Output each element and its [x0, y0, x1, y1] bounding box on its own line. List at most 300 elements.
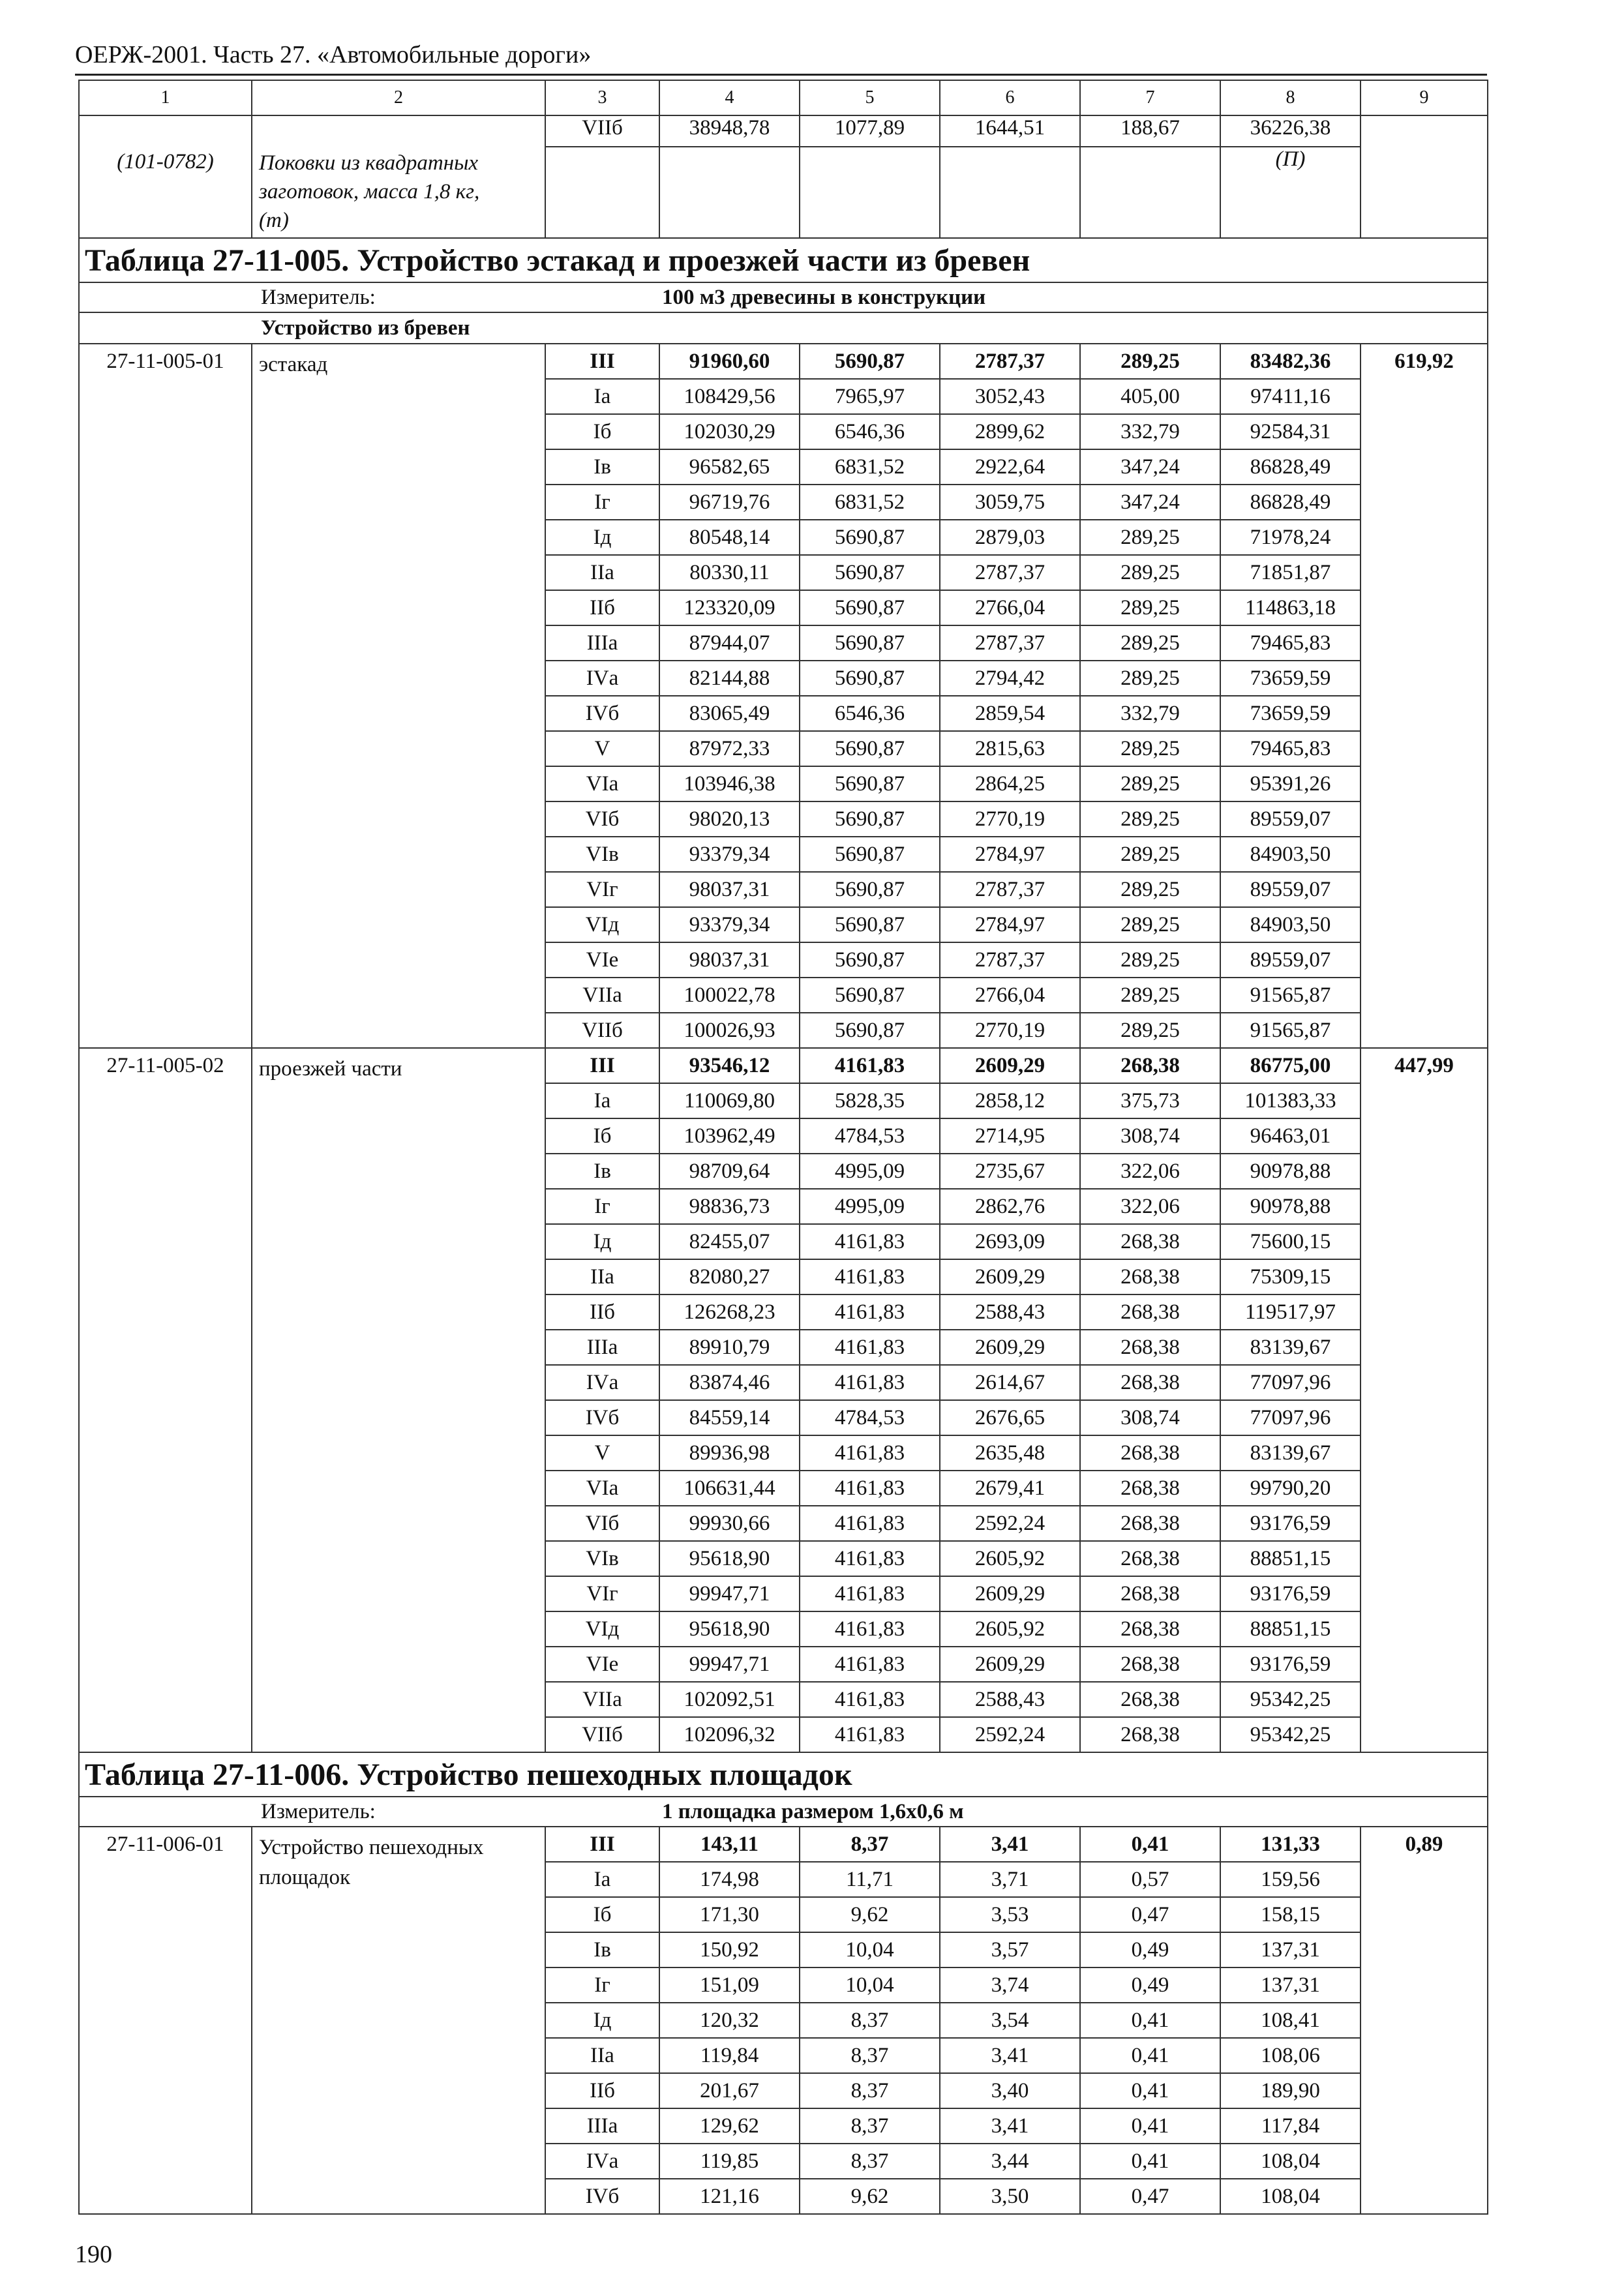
col-header-7: 7: [1080, 80, 1220, 115]
material-name-line-1: Поковки из квадратных: [259, 151, 479, 175]
value-col-8: 90978,88: [1220, 1189, 1361, 1224]
value-col-6: 3,44: [940, 2144, 1080, 2179]
item-name: [252, 1827, 545, 2214]
value-col-4: 100022,78: [659, 978, 800, 1013]
value-col-8: 117,84: [1220, 2108, 1361, 2144]
class-cell: IIа: [545, 555, 659, 590]
value-col-7: 268,38: [1080, 1541, 1220, 1576]
value-col-8: 84903,50: [1220, 837, 1361, 872]
value-col-5: 5690,87: [800, 625, 940, 661]
value-col-8: 88851,15: [1220, 1611, 1361, 1647]
value-col-7: 405,00: [1080, 379, 1220, 414]
class-cell: Iд: [545, 1224, 659, 1259]
page-number: 190: [75, 2241, 112, 2268]
value-col-5: 6546,36: [800, 696, 940, 731]
class-cell: VIг: [545, 872, 659, 907]
value-col-7: 268,38: [1080, 1647, 1220, 1682]
carry-row: [79, 115, 1488, 147]
table-title: Таблица 27-11-005. Устройство эстакад и проезжей части из бревен: [79, 238, 1488, 282]
table-row: [79, 344, 1488, 379]
class-cell: VIIа: [545, 978, 659, 1013]
item-name-line: площадок: [259, 1866, 351, 1889]
class-cell: VIе: [545, 942, 659, 978]
value-col-4: 87944,07: [659, 625, 800, 661]
value-col-5: 5690,87: [800, 978, 940, 1013]
table-title-row: [79, 1752, 1488, 1797]
value-col-5: 4161,83: [800, 1506, 940, 1541]
value-col-8: 108,04: [1220, 2144, 1361, 2179]
material-code-cell: [79, 115, 252, 238]
value-col-8: 93176,59: [1220, 1506, 1361, 1541]
value-col-6: 2609,29: [940, 1330, 1080, 1365]
col-header-6: 6: [940, 80, 1080, 115]
class-cell: IIа: [545, 1259, 659, 1294]
value-col-8: 95342,25: [1220, 1717, 1361, 1752]
value-col-8: 89559,07: [1220, 942, 1361, 978]
value-col-4: 108429,56: [659, 379, 800, 414]
value-col-6: 2635,48: [940, 1435, 1080, 1471]
value-col-8: 71978,24: [1220, 520, 1361, 555]
value-col-7: 268,38: [1080, 1506, 1220, 1541]
value-col-7: 289,25: [1080, 1013, 1220, 1048]
value-col-6: 2787,37: [940, 872, 1080, 907]
value-col-5: 9,62: [800, 1897, 940, 1932]
value-col-6: 2592,24: [940, 1506, 1080, 1541]
material-note: (П): [1220, 147, 1361, 238]
value-col-8: 95342,25: [1220, 1682, 1361, 1717]
value-col-8: 75600,15: [1220, 1224, 1361, 1259]
value-col-6: 2879,03: [940, 520, 1080, 555]
value-col-6: 2815,63: [940, 731, 1080, 766]
measure-row: [79, 1797, 1488, 1827]
section-row: [79, 312, 1488, 344]
value-col-6: 2588,43: [940, 1294, 1080, 1330]
class-cell: V: [545, 731, 659, 766]
class-cell: Iд: [545, 2003, 659, 2038]
value-col-6: 2609,29: [940, 1647, 1080, 1682]
value-col-4: 103946,38: [659, 766, 800, 801]
value-col-5: 4995,09: [800, 1189, 940, 1224]
class-cell: VIв: [545, 1541, 659, 1576]
value-col-8: 95391,26: [1220, 766, 1361, 801]
value-col-5: 11,71: [800, 1862, 940, 1897]
value-col-8: 84903,50: [1220, 907, 1361, 942]
value-col-8: 114863,18: [1220, 590, 1361, 625]
value-col-7: 289,25: [1080, 520, 1220, 555]
class-cell: Iг: [545, 485, 659, 520]
value-col-8: 90978,88: [1220, 1154, 1361, 1189]
value-col-8: 89559,07: [1220, 872, 1361, 907]
value-col-8: 75309,15: [1220, 1259, 1361, 1294]
value-col-4: 121,16: [659, 2179, 800, 2214]
value-col-4: 96582,65: [659, 449, 800, 485]
value-col-8: 83139,67: [1220, 1435, 1361, 1471]
page-header: ОЕРЖ-2001. Часть 27. «Автомобильные дороги»: [75, 41, 592, 68]
value-col-6: 2766,04: [940, 978, 1080, 1013]
value-col-4: 80330,11: [659, 555, 800, 590]
value-col-7: 289,25: [1080, 766, 1220, 801]
value-col-8: 91565,87: [1220, 1013, 1361, 1048]
value-col-7: 347,24: [1080, 449, 1220, 485]
value-col-5: 5690,87: [800, 555, 940, 590]
value-col-6: 2858,12: [940, 1083, 1080, 1118]
value-col-4: 103962,49: [659, 1118, 800, 1154]
value-col-8: 137,31: [1220, 1932, 1361, 1967]
value-col-7: 0,47: [1080, 2179, 1220, 2214]
value-col-8: 131,33: [1220, 1827, 1361, 1862]
value-col-4: 99947,71: [659, 1576, 800, 1611]
material-name-line-2: заготовок, масса 1,8 кг,: [259, 180, 480, 203]
carry-empty-4: [659, 147, 800, 238]
value-col-6: 3,41: [940, 2108, 1080, 2144]
value-col-6: 2864,25: [940, 766, 1080, 801]
table-row: [79, 1048, 1488, 1083]
table-row: [79, 1827, 1488, 1862]
value-col-5: 6546,36: [800, 414, 940, 449]
class-cell: VIг: [545, 1576, 659, 1611]
value-col-8: 83139,67: [1220, 1330, 1361, 1365]
value-col-7: 289,25: [1080, 942, 1220, 978]
value-col-4: 80548,14: [659, 520, 800, 555]
value-col-5: 8,37: [800, 1827, 940, 1862]
value-col-8: 79465,83: [1220, 731, 1361, 766]
value-col-8: 71851,87: [1220, 555, 1361, 590]
value-col-6: 3,41: [940, 2038, 1080, 2073]
col-header-2: 2: [252, 80, 545, 115]
value-col-7: 0,57: [1080, 1862, 1220, 1897]
value-col-5: 5690,87: [800, 520, 940, 555]
value-col-4: 126268,23: [659, 1294, 800, 1330]
value-col-4: 82455,07: [659, 1224, 800, 1259]
value-col-6: 2609,29: [940, 1259, 1080, 1294]
value-col-8: 88851,15: [1220, 1541, 1361, 1576]
value-col-7: 268,38: [1080, 1294, 1220, 1330]
value-col-8: 99790,20: [1220, 1471, 1361, 1506]
class-cell: Iв: [545, 1154, 659, 1189]
value-col-4: 89910,79: [659, 1330, 800, 1365]
value-col-8: 189,90: [1220, 2073, 1361, 2108]
class-cell: VIIб: [545, 1013, 659, 1048]
value-col-6: 2592,24: [940, 1717, 1080, 1752]
col-header-8: 8: [1220, 80, 1361, 115]
value-col-6: 3,54: [940, 2003, 1080, 2038]
value-col-4: 102096,32: [659, 1717, 800, 1752]
value-col-6: 3,50: [940, 2179, 1080, 2214]
value-col-6: 2676,65: [940, 1400, 1080, 1435]
value-col-5: 4161,83: [800, 1330, 940, 1365]
class-cell: VIе: [545, 1647, 659, 1682]
value-col-7: 332,79: [1080, 696, 1220, 731]
value-col-4: 171,30: [659, 1897, 800, 1932]
value-col-8: 83482,36: [1220, 344, 1361, 379]
value-col-4: 98020,13: [659, 801, 800, 837]
class-cell: IIб: [545, 590, 659, 625]
carry-value-5: 1077,89: [800, 115, 940, 147]
value-col-8: 77097,96: [1220, 1400, 1361, 1435]
value-col-5: 5690,87: [800, 731, 940, 766]
carry-empty-class: [545, 147, 659, 238]
carry-empty-6: [940, 147, 1080, 238]
value-col-5: 4784,53: [800, 1118, 940, 1154]
value-col-4: 150,92: [659, 1932, 800, 1967]
value-col-7: 347,24: [1080, 485, 1220, 520]
carry-empty-7: [1080, 147, 1220, 238]
value-col-8: 91565,87: [1220, 978, 1361, 1013]
value-col-7: 268,38: [1080, 1611, 1220, 1647]
value-col-7: 289,25: [1080, 555, 1220, 590]
value-col-5: 5690,87: [800, 872, 940, 907]
value-col-6: 2605,92: [940, 1541, 1080, 1576]
class-cell: IIIа: [545, 2108, 659, 2144]
value-col-6: 3,41: [940, 1827, 1080, 1862]
value-col-6: 2784,97: [940, 907, 1080, 942]
value-col-8: 93176,59: [1220, 1576, 1361, 1611]
value-col-7: 289,25: [1080, 731, 1220, 766]
value-col-4: 96719,76: [659, 485, 800, 520]
value-col-5: 4161,83: [800, 1365, 940, 1400]
value-col-6: 2766,04: [940, 590, 1080, 625]
class-cell: Iг: [545, 1967, 659, 2003]
value-col-5: 8,37: [800, 2038, 940, 2073]
value-col-4: 143,11: [659, 1827, 800, 1862]
value-col-5: 4161,83: [800, 1471, 940, 1506]
class-cell: IIб: [545, 2073, 659, 2108]
value-col-5: 5690,87: [800, 344, 940, 379]
value-col-4: 91960,60: [659, 344, 800, 379]
value-col-8: 96463,01: [1220, 1118, 1361, 1154]
value-col-8: 77097,96: [1220, 1365, 1361, 1400]
value-col-4: 102092,51: [659, 1682, 800, 1717]
value-col-6: 2588,43: [940, 1682, 1080, 1717]
value-col-8: 137,31: [1220, 1967, 1361, 2003]
value-col-5: 6831,52: [800, 485, 940, 520]
value-col-4: 98836,73: [659, 1189, 800, 1224]
value-col-6: 2770,19: [940, 801, 1080, 837]
column-number-row: [79, 80, 1488, 115]
value-col-7: 0,49: [1080, 1932, 1220, 1967]
carry-value-6: 1644,51: [940, 115, 1080, 147]
value-col-7: 268,38: [1080, 1471, 1220, 1506]
value-col-6: 3,40: [940, 2073, 1080, 2108]
value-col-7: 0,41: [1080, 2038, 1220, 2073]
class-cell: VIб: [545, 1506, 659, 1541]
col-header-5: 5: [800, 80, 940, 115]
col-header-4: 4: [659, 80, 800, 115]
value-col-6: 2609,29: [940, 1576, 1080, 1611]
class-cell: III: [545, 1827, 659, 1862]
value-col-6: 2899,62: [940, 414, 1080, 449]
value-col-4: 99947,71: [659, 1647, 800, 1682]
value-col-4: 151,09: [659, 1967, 800, 2003]
value-col-8: 108,04: [1220, 2179, 1361, 2214]
class-cell: IVб: [545, 696, 659, 731]
value-col-5: 6831,52: [800, 449, 940, 485]
header-rule: [75, 74, 1487, 76]
value-col-7: 268,38: [1080, 1435, 1220, 1471]
value-col-7: 268,38: [1080, 1576, 1220, 1611]
value-col-5: 10,04: [800, 1967, 940, 2003]
value-col-6: 2693,09: [940, 1224, 1080, 1259]
measure-value: 1 площадка размером 1,6х0,6 м: [659, 1797, 1488, 1827]
value-col-5: 4161,83: [800, 1048, 940, 1083]
value-col-4: 98037,31: [659, 942, 800, 978]
value-col-4: 201,67: [659, 2073, 800, 2108]
value-col-5: 4161,83: [800, 1611, 940, 1647]
value-col-4: 123320,09: [659, 590, 800, 625]
carry-col9-cell: [1361, 115, 1488, 238]
value-col-6: 2784,97: [940, 837, 1080, 872]
value-col-5: 4161,83: [800, 1541, 940, 1576]
item-code: 27-11-005-01: [79, 344, 252, 1048]
col-header-1: 1: [79, 80, 252, 115]
value-col-5: 8,37: [800, 2108, 940, 2144]
value-col-5: 4161,83: [800, 1224, 940, 1259]
class-cell: Iа: [545, 1862, 659, 1897]
value-col-4: 106631,44: [659, 1471, 800, 1506]
item-name: эстакад: [252, 344, 545, 1048]
value-col-5: 4161,83: [800, 1294, 940, 1330]
class-cell: V: [545, 1435, 659, 1471]
value-col-4: 93379,34: [659, 907, 800, 942]
class-cell: IVа: [545, 2144, 659, 2179]
value-col-4: 98709,64: [659, 1154, 800, 1189]
value-col-7: 289,25: [1080, 801, 1220, 837]
measure-label: Измеритель:: [252, 282, 659, 312]
value-col-5: 8,37: [800, 2144, 940, 2179]
value-col-7: 289,25: [1080, 872, 1220, 907]
material-name-line-3: (т): [259, 209, 289, 232]
value-col-5: 7965,97: [800, 379, 940, 414]
value-col-7: 0,41: [1080, 2108, 1220, 2144]
value-col-5: 5690,87: [800, 590, 940, 625]
extra-value: 447,99: [1361, 1048, 1488, 1752]
value-col-8: 86828,49: [1220, 485, 1361, 520]
value-col-4: 102030,29: [659, 414, 800, 449]
value-col-5: 4161,83: [800, 1647, 940, 1682]
value-col-8: 108,41: [1220, 2003, 1361, 2038]
value-col-5: 4161,83: [800, 1259, 940, 1294]
value-col-8: 101383,33: [1220, 1083, 1361, 1118]
value-col-5: 4995,09: [800, 1154, 940, 1189]
class-cell: VIа: [545, 1471, 659, 1506]
value-col-6: 2787,37: [940, 625, 1080, 661]
class-cell: VIд: [545, 907, 659, 942]
value-col-7: 289,25: [1080, 978, 1220, 1013]
carry-empty-5: [800, 147, 940, 238]
class-cell: Iв: [545, 449, 659, 485]
extra-value: 0,89: [1361, 1827, 1488, 2214]
class-cell: Iа: [545, 379, 659, 414]
value-col-7: 289,25: [1080, 907, 1220, 942]
class-cell: VIа: [545, 766, 659, 801]
value-col-4: 93546,12: [659, 1048, 800, 1083]
value-col-8: 159,56: [1220, 1862, 1361, 1897]
value-col-8: 86775,00: [1220, 1048, 1361, 1083]
value-col-4: 120,32: [659, 2003, 800, 2038]
value-col-7: 289,25: [1080, 661, 1220, 696]
value-col-8: 73659,59: [1220, 661, 1361, 696]
value-col-7: 268,38: [1080, 1048, 1220, 1083]
value-col-5: 9,62: [800, 2179, 940, 2214]
measure-label: Измеритель:: [252, 1797, 659, 1827]
section-spacer: [79, 312, 252, 344]
value-col-6: 2787,37: [940, 344, 1080, 379]
value-col-7: 308,74: [1080, 1118, 1220, 1154]
class-cell: VIIа: [545, 1682, 659, 1717]
value-col-5: 5690,87: [800, 766, 940, 801]
value-col-6: 3,74: [940, 1967, 1080, 2003]
value-col-8: 108,06: [1220, 2038, 1361, 2073]
table-body: [79, 80, 1488, 2214]
carry-class: VIIб: [545, 115, 659, 147]
value-col-7: 308,74: [1080, 1400, 1220, 1435]
value-col-5: 5828,35: [800, 1083, 940, 1118]
class-cell: VIIб: [545, 1717, 659, 1752]
value-col-7: 268,38: [1080, 1224, 1220, 1259]
carry-value-4: 38948,78: [659, 115, 800, 147]
value-col-6: 2735,67: [940, 1154, 1080, 1189]
value-col-5: 5690,87: [800, 837, 940, 872]
measure-spacer: [79, 1797, 252, 1827]
value-col-4: 99930,66: [659, 1506, 800, 1541]
class-cell: IIIа: [545, 625, 659, 661]
value-col-6: 3,71: [940, 1862, 1080, 1897]
value-col-4: 95618,90: [659, 1611, 800, 1647]
value-col-6: 2862,76: [940, 1189, 1080, 1224]
class-cell: IVа: [545, 661, 659, 696]
value-col-7: 0,41: [1080, 2003, 1220, 2038]
value-col-6: 2614,67: [940, 1365, 1080, 1400]
value-col-6: 2679,41: [940, 1471, 1080, 1506]
value-col-7: 268,38: [1080, 1717, 1220, 1752]
value-col-4: 82080,27: [659, 1259, 800, 1294]
value-col-7: 375,73: [1080, 1083, 1220, 1118]
value-col-4: 83065,49: [659, 696, 800, 731]
value-col-7: 0,41: [1080, 2144, 1220, 2179]
col-header-9: 9: [1361, 80, 1488, 115]
value-col-8: 89559,07: [1220, 801, 1361, 837]
class-cell: Iв: [545, 1932, 659, 1967]
price-table: [78, 80, 1488, 2215]
table-title: Таблица 27-11-006. Устройство пешеходных площадок: [79, 1752, 1488, 1797]
value-col-7: 289,25: [1080, 625, 1220, 661]
value-col-4: 95618,90: [659, 1541, 800, 1576]
class-cell: Iб: [545, 1118, 659, 1154]
value-col-6: 2922,64: [940, 449, 1080, 485]
value-col-4: 93379,34: [659, 837, 800, 872]
value-col-7: 332,79: [1080, 414, 1220, 449]
value-col-7: 0,47: [1080, 1897, 1220, 1932]
value-col-5: 4161,83: [800, 1682, 940, 1717]
value-col-7: 268,38: [1080, 1330, 1220, 1365]
value-col-5: 5690,87: [800, 1013, 940, 1048]
value-col-5: 4161,83: [800, 1576, 940, 1611]
class-cell: IIа: [545, 2038, 659, 2073]
class-cell: IVб: [545, 2179, 659, 2214]
value-col-4: 87972,33: [659, 731, 800, 766]
value-col-7: 289,25: [1080, 590, 1220, 625]
value-col-4: 83874,46: [659, 1365, 800, 1400]
value-col-7: 268,38: [1080, 1365, 1220, 1400]
value-col-8: 86828,49: [1220, 449, 1361, 485]
value-col-7: 268,38: [1080, 1259, 1220, 1294]
class-cell: Iа: [545, 1083, 659, 1118]
value-col-6: 2859,54: [940, 696, 1080, 731]
class-cell: VIв: [545, 837, 659, 872]
value-col-8: 73659,59: [1220, 696, 1361, 731]
value-col-4: 98037,31: [659, 872, 800, 907]
value-col-6: 2609,29: [940, 1048, 1080, 1083]
